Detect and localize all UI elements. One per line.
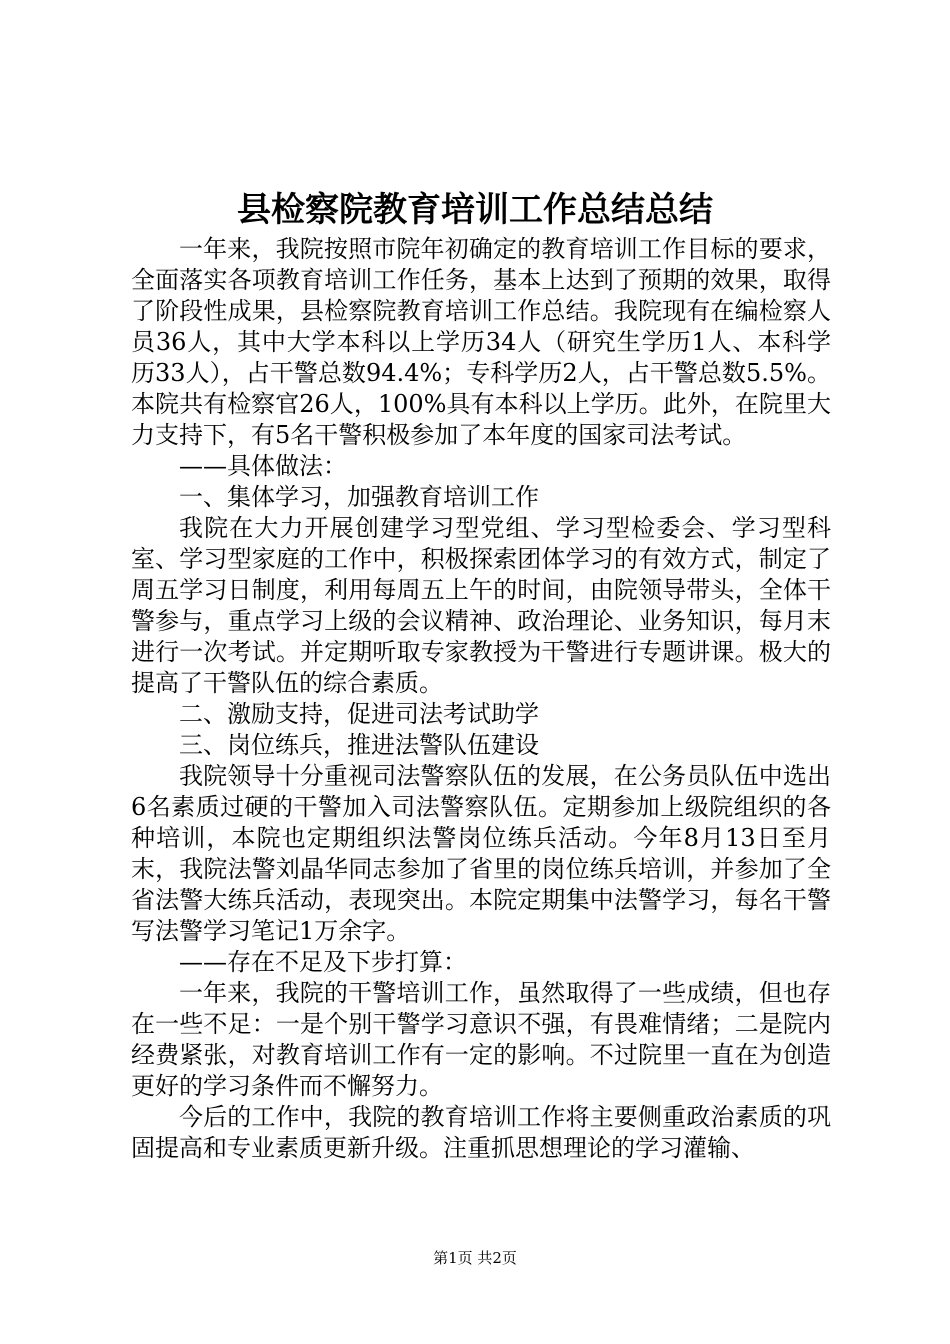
subheading-post-training: 三、岗位练兵，推进法警队伍建设: [179, 731, 539, 759]
paragraph-future-plans: 今后的工作中，我院的教育培训工作将主要侧重政治素质的巩固提高和专业素质更新升级。注重抓思想理论的学习灌输、: [131, 1103, 831, 1162]
page-number: 第1页 共2页: [433, 1249, 517, 1267]
document-title: 县检察院教育培训工作总结总结: [237, 190, 713, 230]
subheading-collective-study: 一、集体学习，加强教育培训工作: [179, 483, 539, 511]
section-heading-methods: ——具体做法：: [179, 452, 347, 480]
subheading-exam-support: 二、激励支持，促进司法考试助学: [179, 700, 539, 728]
paragraph-intro: 一年来，我院按照市院年初确定的教育培训工作目标的要求，全面落实各项教育培训工作任务，基本上达到了预期的效果，取得了阶段性成果，县检察院教育培训工作总结。我院现有在编检察人员36人，其中大学本科以上学历34人（研究生学历1人、本科学历33人），占干警总数94.4%；专科学历2人，占干警总数5.5%。本院共有检察官26人，100%具有本科以上学历。此外，在院里大力支持下，有5名干警积极参加了本年度的国家司法考试。: [131, 235, 831, 449]
paragraph-shortcomings: 一年来，我院的干警培训工作，虽然取得了一些成绩，但也存在一些不足：一是个别干警学习意识不强，有畏难情绪；二是院内经费紧张，对教育培训工作有一定的影响。不过院里一直在为创造更好的学习条件而不懈努力。: [131, 979, 831, 1100]
paragraph-judicial-police: 我院领导十分重视司法警察队伍的发展，在公务员队伍中选出6名素质过硬的干警加入司法警察队伍。定期参加上级院组织的各种培训，本院也定期组织法警岗位练兵活动。今年8月13日至月末，我院法警刘晶华同志参加了省里的岗位练兵培训，并参加了全省法警大练兵活动，表现突出。本院定期集中法警学习，每名干警写法警学习笔记1万余字。: [131, 762, 831, 945]
paragraph-collective-study: 我院在大力开展创建学习型党组、学习型检委会、学习型科室、学习型家庭的工作中，积极探索团体学习的有效方式，制定了周五学习日制度，利用每周五上午的时间，由院领导带头，全体干警参与，重点学习上级的会议精神、政治理论、业务知识，每月末进行一次考试。并定期听取专家教授为干警进行专题讲课。极大的提高了干警队伍的综合素质。: [131, 514, 831, 697]
document-body: [131, 234, 831, 1164]
section-heading-shortcomings: ——存在不足及下步打算：: [179, 948, 467, 976]
